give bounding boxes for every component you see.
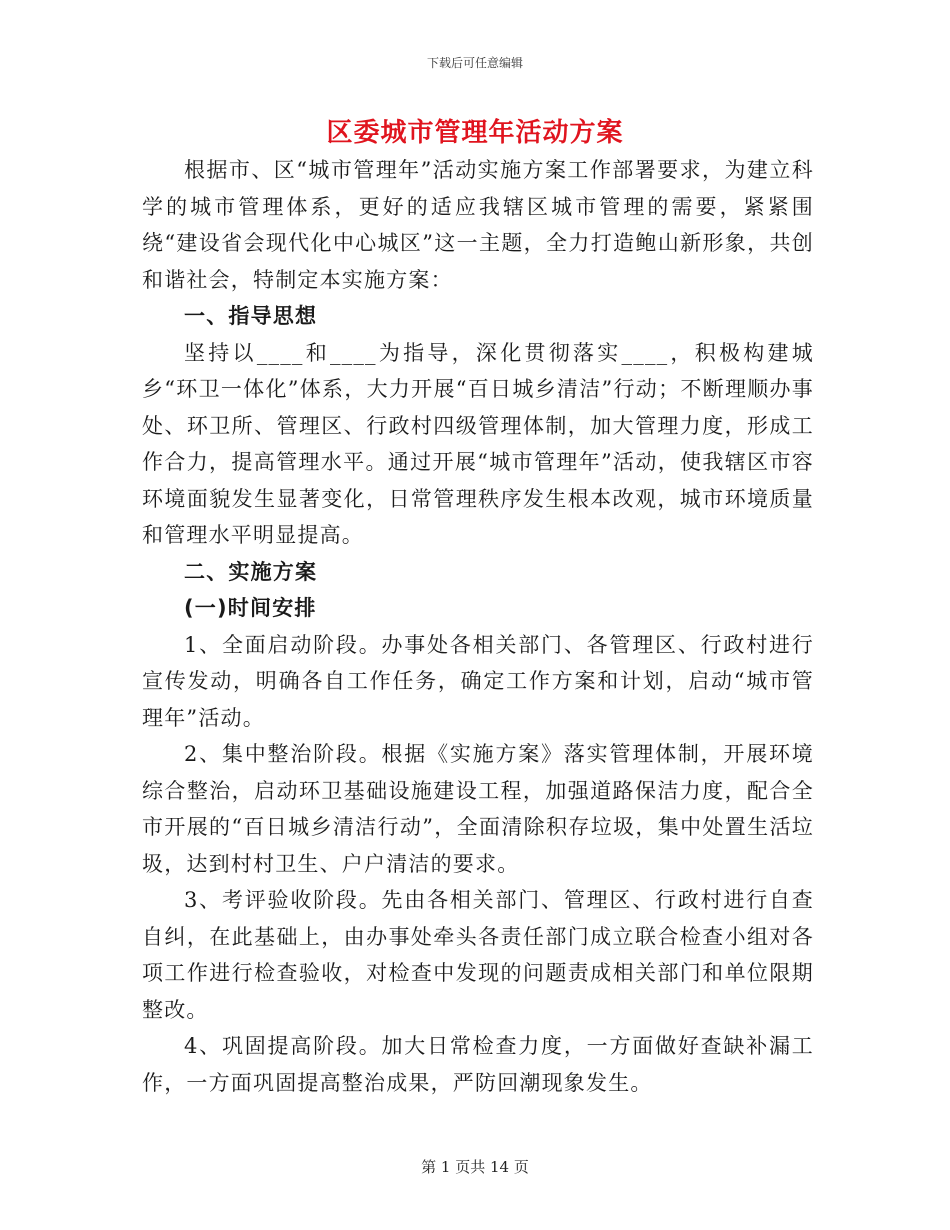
page-footer: 第 1 页共 14 页 xyxy=(421,1158,529,1176)
section-heading-guiding-ideology: 一、指导思想 xyxy=(184,304,318,328)
section-heading-implementation: 二、实施方案 xyxy=(184,559,318,584)
document-body xyxy=(142,152,814,1101)
intro-paragraph: 根据市、区“城市管理年”活动实施方案工作部署要求，为建立科学的城市管理体系，更好的适应我辖区城市管理的需要，紧紧围绕“建设省会现代化中心城区”这一主题，全力打造鲍山新形象，共创和谐社会，特制定本实施方案： xyxy=(142,158,814,292)
stage-4-paragraph: 4、巩固提高阶段。加大日常检查力度，一方面做好查缺补漏工作，一方面巩固提高整治成果，严防回潮现象发生。 xyxy=(142,1034,814,1095)
document-title: 区委城市管理年活动方案 xyxy=(326,118,624,148)
stage-2-paragraph: 2、集中整治阶段。根据《实施方案》落实管理体制，开展环境综合整治，启动环卫基础设施建设工程，加强道路保洁力度，配合全市开展的“百日城乡清洁行动”，全面清除积存垃圾，集中处置生活垃圾，达到村村卫生、户户清洁的要求。 xyxy=(142,742,814,876)
stage-1-paragraph: 1、全面启动阶段。办事处各相关部门、各管理区、行政村进行宣传发动，明确各自工作任务，确定工作方案和计划，启动“城市管理年”活动。 xyxy=(142,632,814,730)
stage-3-paragraph: 3、考评验收阶段。先由各相关部门、管理区、行政村进行自查自纠，在此基础上，由办事处牵头各责任部门成立联合检查小组对各项工作进行检查验收，对检查中发现的问题责成相关部门和单位限期整改。 xyxy=(142,888,814,1022)
header-note: 下载后可任意编辑 xyxy=(426,56,523,70)
subsection-heading-schedule: (一)时间安排 xyxy=(184,596,317,620)
guiding-ideology-paragraph: 坚持以____和____为指导，深化贯彻落实____，积极构建城乡“环卫一体化”体系，大力开展“百日城乡清洁”行动；不断理顺办事处、环卫所、管理区、行政村四级管理体制，加大管理力度，形成工作合力，提高管理水平。通过开展“城市管理年”活动，使我辖区市容环境面貌发生显著变化，日常管理秩序发生根本改观，城市环境质量和管理水平明显提高。 xyxy=(142,340,814,547)
